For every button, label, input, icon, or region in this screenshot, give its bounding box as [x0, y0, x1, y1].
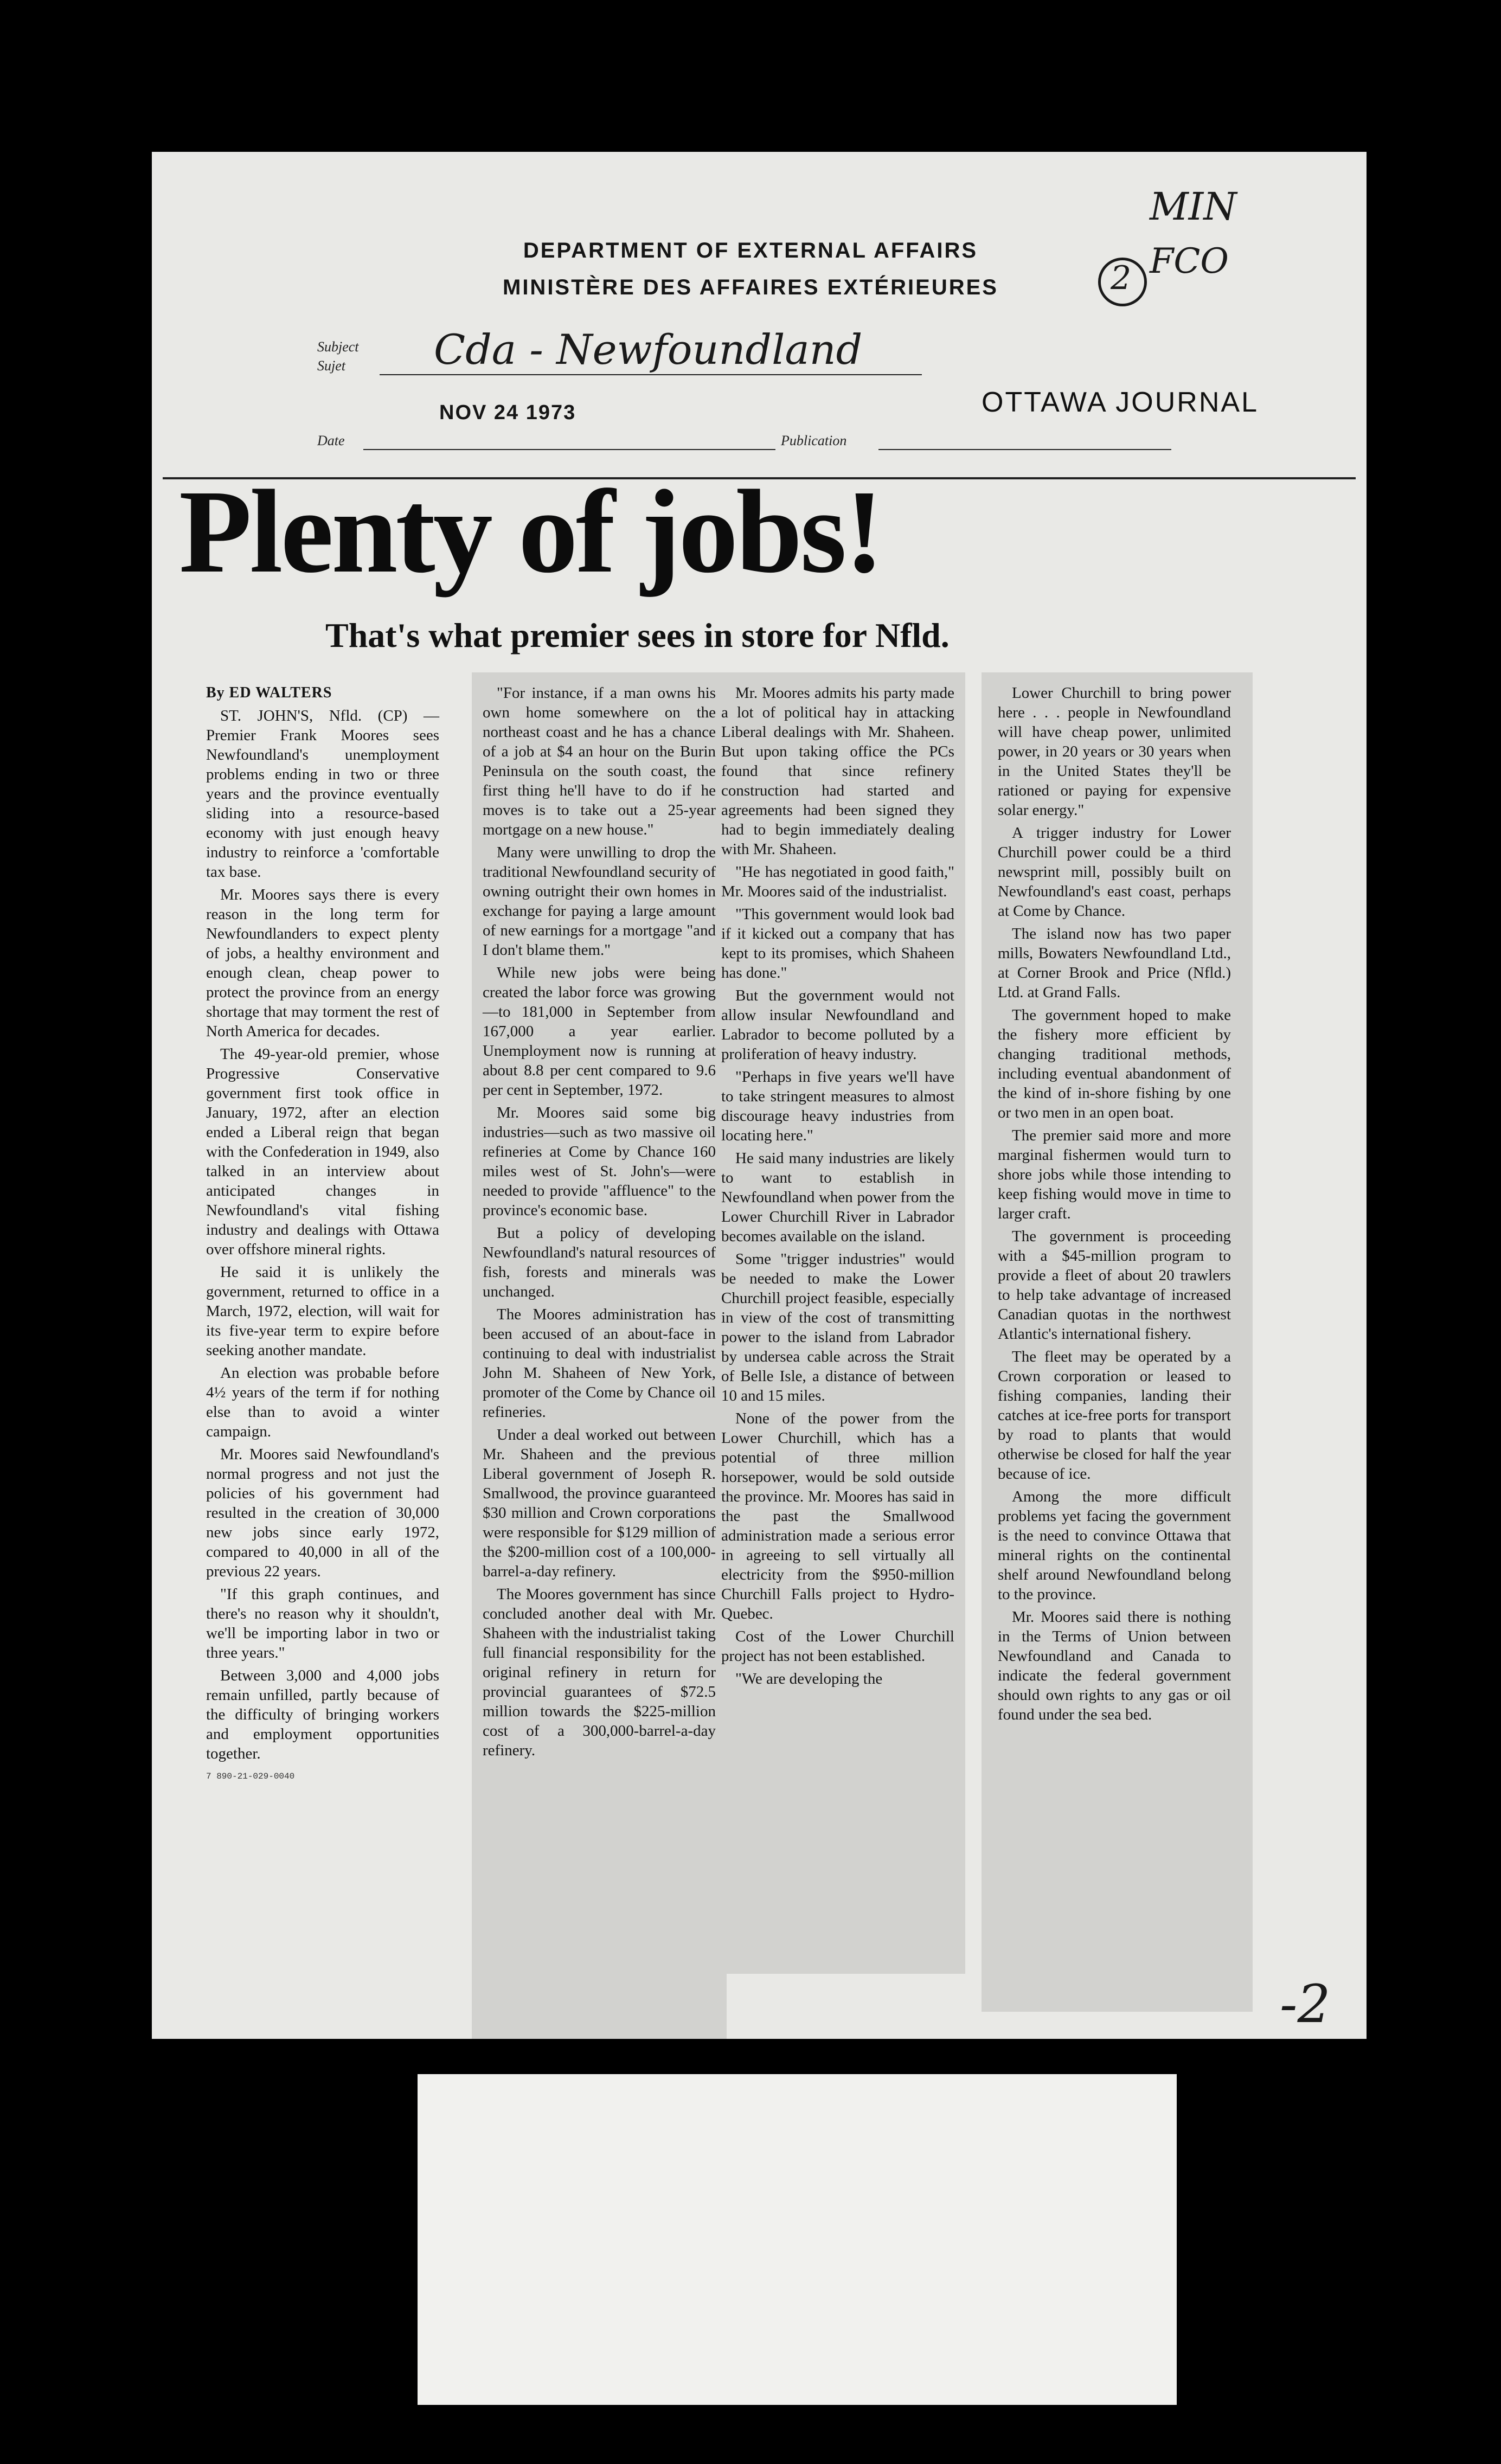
paragraph: Mr. Moores said some big industries—such as two massive oil refineries at Come by Chance 160 miles west of St. John's—were needed to provide "affluence" to the province's economic base. [483, 1104, 716, 1219]
paragraph: Cost of the Lower Churchill project has not been established. [721, 1628, 954, 1665]
paragraph: The government is proceeding with a $45-million program to provide a fleet of about 20 trawlers to help take advantage of increased Canadian quotas in the northwest Atlantic's international fishery. [998, 1228, 1231, 1343]
paragraph: The island now has two paper mills, Bowaters Newfoundland Ltd., at Corner Brook and Price (Nfld.) Ltd. at Grand Falls. [998, 925, 1231, 1001]
paragraph: "If this graph continues, and there's no reason why it shouldn't, we'll be importing labor in two or three years." [206, 1586, 439, 1661]
routing-annotation-fco: FCO [1150, 241, 1229, 281]
article-column-4 [998, 683, 1231, 1728]
page-marker: -2 [1280, 1974, 1331, 2035]
subject-label-en: Subject [317, 339, 359, 355]
paragraph: While new jobs were being created the labor force was growing—to 181,000 in September from 167,000 a year earlier. Unemployment now is running at about 8.8 per cent compared to 9.6 per cent in September, 1972. [483, 964, 716, 1099]
paragraph: He said many industries are likely to want to establish in Newfoundland when power from the Lower Churchill River in Labrador becomes available on the island. [721, 1150, 954, 1245]
department-name-en: DEPARTMENT OF EXTERNAL AFFAIRS [523, 239, 978, 262]
routing-annotation: MIN [1150, 184, 1237, 229]
paragraph: "He has negotiated in good faith," Mr. Moores said of the industrialist. [721, 863, 954, 900]
subject-value: Cda - Newfoundland [434, 325, 863, 374]
paragraph: Some "trigger industries" would be needed to make the Lower Churchill project feasible, especially in view of the cost of transmitting power to the island from Labrador by undersea cable across the Strait of Belle Isle, a distance of between 10 and 15 miles. [721, 1250, 954, 1404]
date-label: Date [317, 433, 345, 448]
paragraph: Mr. Moores admits his party made a lot of political hay in attacking Liberal dealings with Mr. Shaheen. But upon taking office the PCs found that since refinery construction had started and agreements had been signed they had to begin immediately dealing with Mr. Shaheen. [721, 684, 954, 858]
form-code: 7 890-21-029-0040 [206, 1772, 295, 1781]
paragraph: Many were unwilling to drop the traditional Newfoundland security of owning outright their own homes in exchange for paying a large amount of new earnings for a mortgage "and I don't blame them." [483, 844, 716, 959]
article-subheadline: That's what premier sees in store for Nfld. [325, 616, 950, 655]
paragraph: But a policy of developing Newfoundland's natural resources of fish, forests and minerals was unchanged. [483, 1224, 716, 1300]
paragraph: The premier said more and more marginal fishermen would turn to shore jobs while those intending to keep fishing would move in time to larger craft. [998, 1127, 1231, 1222]
paragraph: The government hoped to make the fishery more efficient by changing traditional methods, including eventual abandonment of the kind of in-shore fishing by one or two men in an open boat. [998, 1006, 1231, 1121]
blank-card [418, 2074, 1177, 2405]
date-rule [363, 449, 775, 450]
date-stamp: NOV 24 1973 [439, 401, 576, 424]
publication-name: OTTAWA JOURNAL [982, 387, 1259, 418]
paragraph: "We are developing the [735, 1670, 883, 1687]
paragraph: ST. JOHN'S, Nfld. (CP) — Premier Frank Moores sees Newfoundland's unemployment problems ending in two or three years and the province eventually sliding into a resource-based economy with just enough heavy industry to reinforce a 'comfortable tax base. [206, 707, 439, 881]
publication-rule [878, 449, 1171, 450]
paragraph: The 49-year-old premier, whose Progressive Conservative government first took office in January, 1972, after an election ended a Liberal reign that began with the Confederation in 1949, also talked in an interview about anticipated changes in Newfoundland's vital fishing industry and dealings with Ottawa over offshore mineral rights. [206, 1045, 439, 1258]
byline: By ED WALTERS [206, 684, 332, 701]
article-column-2 [483, 683, 716, 1763]
article-column-1 [206, 683, 439, 1786]
paragraph: Mr. Moores said Newfoundland's normal progress and not just the policies of his government had resulted in the creation of 30,000 new jobs since early 1972, compared to 40,000 in all of the previous 22 years. [206, 1446, 439, 1580]
paragraph: An election was probable before 4½ years of the term if for nothing else than to avoid a winter campaign. [206, 1364, 439, 1440]
paragraph: "For instance, if a man owns his own home somewhere on the northeast coast and he has a chance of a job at $4 an hour on the Burin Peninsula on the south coast, the first thing he'll have to do if he moves is to take out a 25-year mortgage on a new house." [483, 684, 716, 838]
paragraph: The Moores administration has been accused of an about-face in continuing to deal with industrialist John M. Shaheen of New York, promoter of the Come by Chance oil refineries. [483, 1306, 716, 1421]
publication-label: Publication [781, 433, 847, 448]
paragraph: Mr. Moores said there is nothing in the Terms of Union between Newfoundland and Canada to indicate the federal government should own rights to any gas or oil found under the sea bed. [998, 1608, 1231, 1723]
paragraph: A trigger industry for Lower Churchill power could be a third newsprint mill, possibly built on Newfoundland's east coast, perhaps at Come by Chance. [998, 824, 1231, 920]
department-name-fr: MINISTÈRE DES AFFAIRES EXTÉRIEURES [503, 275, 998, 299]
circled-number: 2 [1111, 259, 1132, 297]
article-headline: Plenty of jobs! [179, 465, 882, 598]
paragraph: Lower Churchill to bring power here . . . people in Newfoundland will have cheap power, unlimited power, in 20 years or 30 years when in the United States they'll be rationed or paying for expensive solar energy." [998, 684, 1231, 819]
paragraph: Between 3,000 and 4,000 jobs remain unfilled, partly because of the difficulty of bringing workers and employment opportunities together. [206, 1667, 439, 1762]
paragraph: None of the power from the Lower Churchill, which has a potential of three million horsepower, would be sold outside the province. Mr. Moores has said in the past the Smallwood administration made a serious error in agreeing to sell virtually all electricity from the $950-million Churchill Falls project to Hydro-Quebec. [721, 1410, 954, 1622]
paragraph: But the government would not allow insular Newfoundland and Labrador to become polluted by a proliferation of heavy industry. [721, 987, 954, 1063]
paragraph: "This government would look bad if it kicked out a company that has kept to its promises, which Shaheen has done." [721, 906, 954, 981]
paragraph: He said it is unlikely the government, returned to office in a March, 1972, election, will wait for its five-year term to expire before seeking another mandate. [206, 1263, 439, 1359]
article-column-3 [721, 683, 954, 1692]
paragraph: "Perhaps in five years we'll have to take stringent measures to almost discourage heavy industries from locating here." [721, 1068, 954, 1144]
subject-label-fr: Sujet [317, 358, 345, 374]
paragraph: Under a deal worked out between Mr. Shaheen and the previous Liberal government of Joseph R. Smallwood, the province guaranteed $30 million and Crown corporations were responsible for $129 million of the $200-million cost of a 100,000-barrel-a-day refinery. [483, 1426, 716, 1580]
paragraph: The Moores government has since concluded another deal with Mr. Shaheen with the industrialist taking full financial responsibility for the original refinery in return for provincial guarantees of $72.5 million towards the $225-million cost of a 300,000-barrel-a-day refinery. [483, 1586, 716, 1759]
paragraph: Among the more difficult problems yet facing the government is the need to convince Ottawa that mineral rights on the continental shelf around Newfoundland belong to the province. [998, 1488, 1231, 1603]
paragraph: Mr. Moores says there is every reason in the long term for Newfoundlanders to expect plenty of jobs, a healthy environment and enough clean, cheap power to protect the province from an energy shortage that may torment the rest of North America for decades. [206, 886, 439, 1040]
paragraph: The fleet may be operated by a Crown corporation or leased to fishing companies, landing their catches at ice-free ports for transport by road to plants that would otherwise be closed for half the year because of ice. [998, 1348, 1231, 1483]
subject-rule [380, 374, 922, 375]
